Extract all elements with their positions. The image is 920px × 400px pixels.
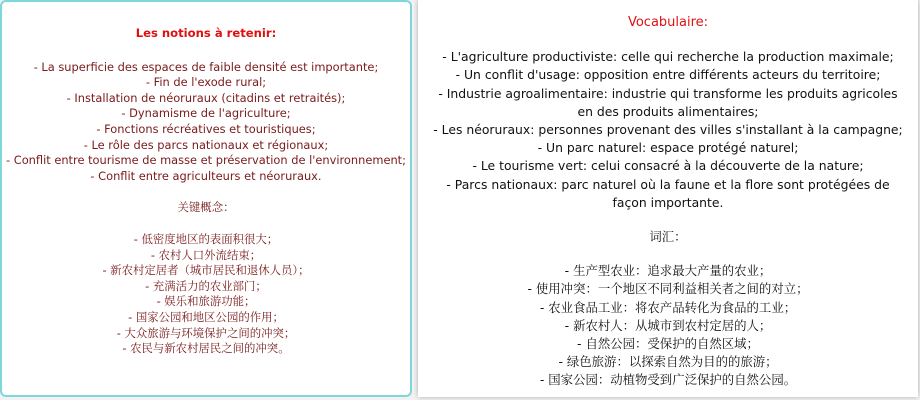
list-item: - 国家公园：动植物受到广泛保护的自然公园。 [539, 372, 797, 388]
list-item: - 娱乐和旅游功能； [156, 294, 256, 309]
list-item: - Fonctions récréatives et touristiques; [96, 121, 316, 136]
list-item: - 新农村定居者（城市居民和退休人员）； [102, 263, 310, 278]
list-item: - L'agriculture productiviste: celle qui recherche la production maximale; [442, 49, 894, 65]
list-item: - Un conflit d'usage: opposition entre différents acteurs du territoire; [455, 67, 881, 83]
list-item: - 农业食品工业：将农产品转化为食品的工业； [539, 299, 797, 315]
list-item: - 农民与新农村居民之间的冲突。 [122, 341, 290, 356]
key-notions-list-cn [2, 232, 410, 357]
list-item: - Le rôle des parcs nationaux et régionaux; [83, 137, 329, 152]
key-notions-card [0, 0, 412, 397]
list-item: - Dynamisme de l'agriculture; [121, 106, 291, 121]
list-item: - Un parc naturel: espace protégé naturel; [537, 140, 799, 156]
vocabulary-list-fr [418, 48, 918, 212]
list-item: - 绿色旅游：以探索自然为目的的旅游； [558, 354, 778, 370]
list-item: - Industrie agroalimentaire: industrie qui transforme les produits agricoles en des produits alimentaires; [438, 85, 898, 119]
vocabulary-card [418, 0, 918, 397]
vocabulary-list-cn [418, 262, 918, 389]
list-item: - 大众旅游与环境保护之间的冲突； [116, 325, 296, 340]
list-item: - Le tourisme vert: celui consacré à la découverte de la nature; [472, 158, 864, 174]
list-item: - 低密度地区的表面积很大； [133, 231, 279, 246]
list-item: - Conflit entre agriculteurs et néoruraux. [90, 168, 322, 183]
key-notions-list-fr [2, 60, 410, 185]
list-item: - Fin de l'exode rural; [145, 75, 267, 90]
key-notions-title-cn: 关键概念： [177, 200, 235, 215]
list-item: - La superficie des espaces de faible densité est importante; [33, 59, 379, 74]
vocabulary-title-cn: 词汇： [649, 229, 687, 245]
list-item: - Installation de néoruraux (citadins et retraités); [66, 90, 346, 105]
list-item: - 自然公园：受保护的自然区域； [577, 336, 759, 352]
list-item: - 使用冲突：一个地区不同利益相关者之间的对立； [527, 281, 809, 297]
key-notions-title: Les notions à retenir: [135, 26, 277, 40]
list-item: - 新农村人：从城市到农村定居的人； [564, 317, 772, 333]
list-item: - 生产型农业：追求最大产量的农业； [564, 263, 772, 279]
list-item: - 农村人口外流结束； [150, 247, 262, 262]
list-item: - 充满活力的农业部门； [145, 278, 267, 293]
list-item: - 国家公园和地区公园的作用； [128, 309, 284, 324]
list-item: - Parcs nationaux: parc naturel où la faune et la flore sont protégées de façon importante. [446, 176, 890, 210]
list-item: - Conflit entre tourisme de masse et préservation de l'environnement; [6, 153, 406, 168]
vocabulary-title: Vocabulaire: [627, 15, 709, 30]
list-item: - Les néoruraux: personnes provenant des villes s'installant à la campagne; [433, 122, 903, 138]
